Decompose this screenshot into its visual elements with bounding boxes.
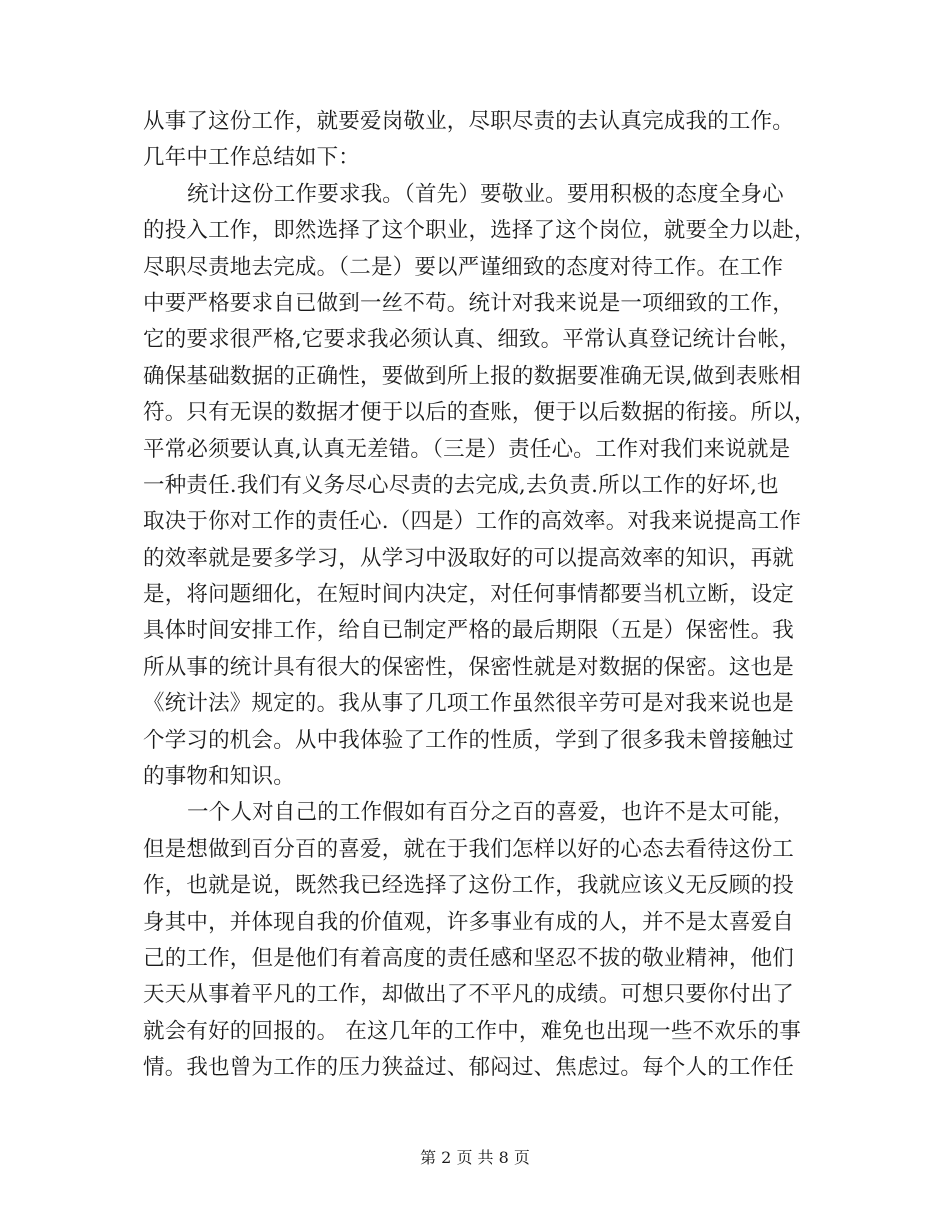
text-line: 确保基础数据的正确性，要做到所上报的数据要准确无误,做到表账相 — [143, 363, 802, 389]
text-line: 具体时间安排工作，给自已制定严格的最后期限（五是）保密性。我 — [143, 618, 795, 644]
text-line: 中要严格要求自已做到一丝不苟。统计对我来说是一项细致的工作， — [143, 290, 795, 316]
text-line: 统计这份工作要求我。（首先）要敬业。要用积极的态度全身心 — [187, 181, 784, 207]
text-line: 《统计法》规定的。我从事了几项工作虽然很辛劳可是对我来说也是 — [143, 691, 795, 717]
text-line: 己的工作，但是他们有着高度的责任感和坚忍不拔的敬业精神，他们 — [143, 945, 795, 971]
text-line: 一种责任.我们有义务尽心尽责的去完成,去负责.所以工作的好坏,也 — [143, 472, 779, 498]
text-line: 从事了这份工作，就要爱岗敬业，尽职尽责的去认真完成我的工作。 — [143, 109, 795, 134]
text-line: 一个人对自己的工作假如有百分之百的喜爱，也许不是太可能， — [187, 800, 795, 826]
text-line: 尽职尽责地去完成。（二是）要以严谨细致的态度对待工作。在工作 — [143, 254, 784, 280]
text-line: 就会有好的回报的。 在这几年的工作中，难免也出现一些不欢乐的事 — [143, 1018, 802, 1044]
text-line: 的效率就是要多学习，从学习中汲取好的可以提高效率的知识，再就 — [143, 545, 795, 571]
text-line: 的事物和知识。 — [143, 764, 295, 790]
text-line: 取决于你对工作的责任心.（四是）工作的高效率。对我来说提高工作 — [143, 509, 802, 535]
text-line: 几年中工作总结如下： — [143, 145, 361, 171]
text-line: 的投入工作，即然选择了这个职业，选择了这个岗位，就要全力以赴， — [143, 218, 816, 244]
text-line: 个学习的机会。从中我体验了工作的性质，学到了很多我未曾接触过 — [143, 727, 795, 753]
text-line: 身其中，并体现自我的价值观，许多事业有成的人，并不是太喜爱自 — [143, 909, 795, 935]
text-line: 天天从事着平凡的工作，却做出了不平凡的成绩。可想只要你付出了 — [143, 982, 795, 1008]
text-line: 是，将问题细化，在短时间内决定，对任何事情都要当机立断，设定 — [143, 582, 795, 608]
text-line: 情。我也曾为工作的压力狭益过、郁闷过、焦虑过。每个人的工作任 — [143, 1055, 795, 1081]
text-line: 平常必须要认真,认真无差错。（三是）责任心。工作对我们来说就是 — [143, 436, 791, 462]
text-line: 符。只有无误的数据才便于以后的查账，便于以后数据的衔接。所以， — [143, 400, 816, 426]
text-line: 所从事的统计具有很大的保密性，保密性就是对数据的保密。这也是 — [143, 654, 795, 680]
document-body — [143, 104, 816, 1087]
text-line: 它的要求很严格,它要求我必须认真、细致。平常认真登记统计台帐， — [143, 327, 802, 353]
text-line: 作，也就是说，既然我已经选择了这份工作，我就应该义无反顾的投 — [143, 873, 795, 899]
text-line: 但是想做到百分百的喜爱，就在于我们怎样以好的心态去看待这份工 — [143, 836, 795, 862]
page-footer: 第 2 页 共 8 页 — [420, 1148, 530, 1167]
